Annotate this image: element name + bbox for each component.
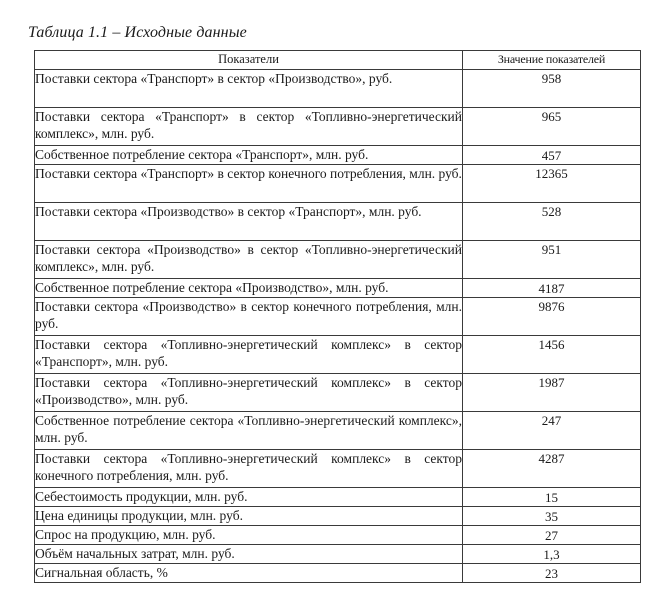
row-label: Поставки сектора «Производство» в сектор «Транспорт», млн. руб. — [35, 203, 463, 241]
row-label: Поставки сектора «Топливно-энергетический комплекс» в сектор «Производство», млн. руб. — [35, 374, 463, 412]
row-label: Себестоимость продукции, млн. руб. — [35, 488, 463, 507]
table-row — [35, 564, 641, 583]
table-row — [35, 70, 641, 108]
table-row — [35, 241, 641, 279]
row-label: Поставки сектора «Транспорт» в сектор конечного потребления, млн. руб. — [35, 165, 463, 203]
row-label: Поставки сектора «Топливно-энергетический комплекс» в сектор конечного потребления, млн. руб. — [35, 450, 463, 488]
table-row — [35, 279, 641, 298]
table-row — [35, 526, 641, 545]
row-label: Спрос на продукцию, млн. руб. — [35, 526, 463, 545]
source-data-table — [34, 50, 641, 583]
row-value: 9876 — [463, 298, 641, 336]
table-row — [35, 545, 641, 564]
row-value: 247 — [463, 412, 641, 450]
row-value: 4287 — [463, 450, 641, 488]
row-value: 1987 — [463, 374, 641, 412]
row-value: 958 — [463, 70, 641, 108]
row-label: Объём начальных затрат, млн. руб. — [35, 545, 463, 564]
row-value: 4187 — [463, 279, 641, 298]
table-header-row — [35, 51, 641, 70]
header-indicators: Показатели — [35, 51, 463, 70]
row-value: 528 — [463, 203, 641, 241]
table-row — [35, 507, 641, 526]
row-label: Поставки сектора «Транспорт» в сектор «Производство», руб. — [35, 70, 463, 108]
row-value: 1456 — [463, 336, 641, 374]
row-value: 27 — [463, 526, 641, 545]
row-label: Собственное потребление сектора «Производство», млн. руб. — [35, 279, 463, 298]
table-row — [35, 298, 641, 336]
table-row — [35, 203, 641, 241]
table-caption: Таблица 1.1 – Исходные данные — [28, 24, 247, 41]
row-value: 23 — [463, 564, 641, 583]
row-label: Поставки сектора «Транспорт» в сектор «Топливно-энергетический комплекс», млн. руб. — [35, 108, 463, 146]
row-value: 12365 — [463, 165, 641, 203]
table-row — [35, 108, 641, 146]
table-row — [35, 450, 641, 488]
table-row — [35, 488, 641, 507]
row-label: Поставки сектора «Производство» в сектор «Топливно-энергетический комплекс», млн. руб. — [35, 241, 463, 279]
row-value: 457 — [463, 146, 641, 165]
row-label: Поставки сектора «Производство» в сектор конечного потребления, млн. руб. — [35, 298, 463, 336]
row-label: Собственное потребление сектора «Топливно-энергетический комплекс», млн. руб. — [35, 412, 463, 450]
table-row — [35, 374, 641, 412]
row-value: 951 — [463, 241, 641, 279]
row-value: 15 — [463, 488, 641, 507]
table-row — [35, 165, 641, 203]
table-row — [35, 146, 641, 165]
table-row — [35, 336, 641, 374]
row-label: Цена единицы продукции, млн. руб. — [35, 507, 463, 526]
header-values: Значение показателей — [463, 51, 641, 70]
row-label: Собственное потребление сектора «Транспорт», млн. руб. — [35, 146, 463, 165]
row-value: 35 — [463, 507, 641, 526]
row-value: 965 — [463, 108, 641, 146]
table-row — [35, 412, 641, 450]
row-label: Поставки сектора «Топливно-энергетический комплекс» в сектор «Транспорт», млн. руб. — [35, 336, 463, 374]
row-value: 1,3 — [463, 545, 641, 564]
row-label: Сигнальная область, % — [35, 564, 463, 583]
